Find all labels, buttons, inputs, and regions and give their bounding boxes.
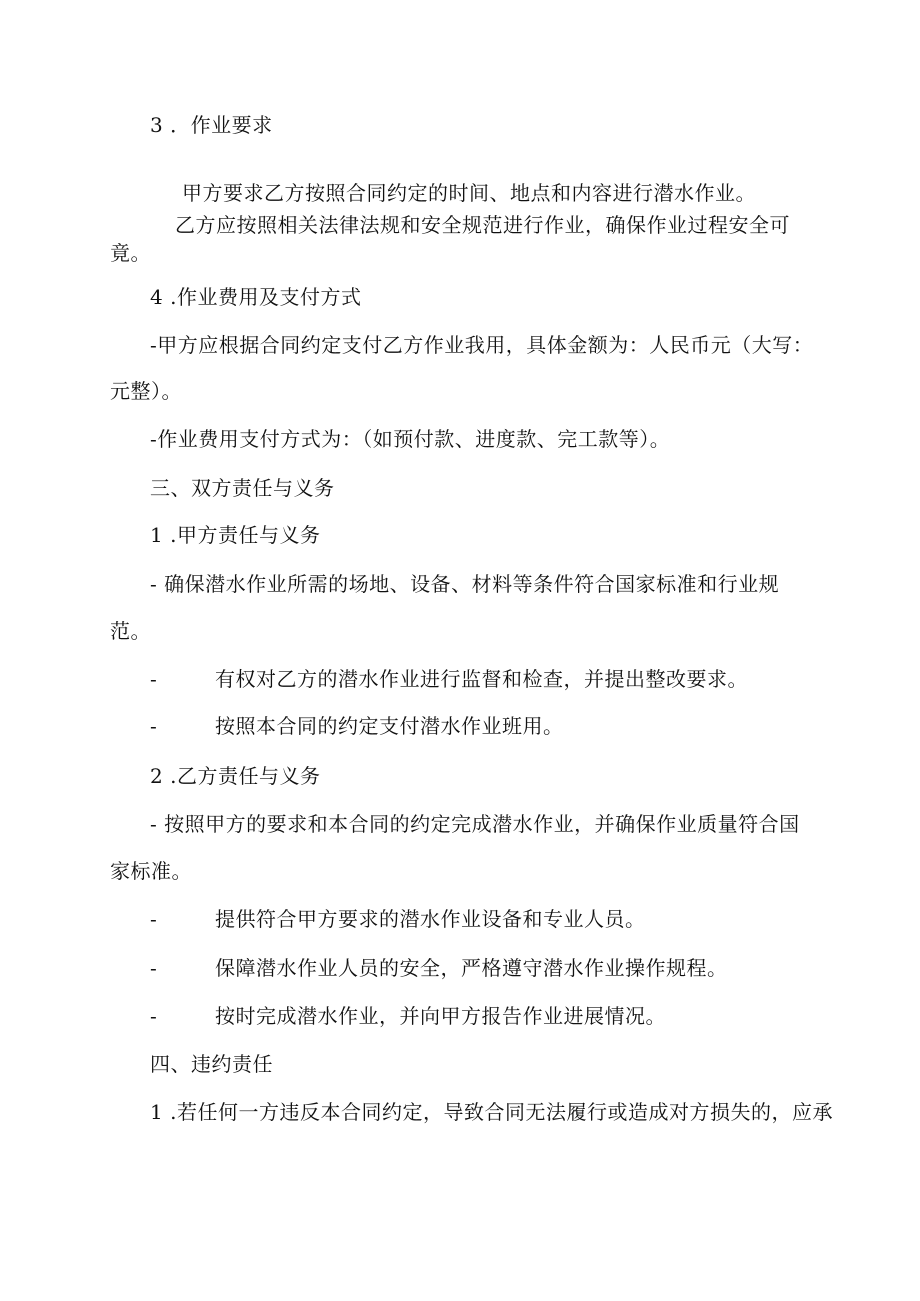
section-3-paragraph-2-line-1: 乙方应按照相关法律法规和安全规范进行作业，确保作业过程安全可 xyxy=(175,213,790,237)
clause-2-bullet-2-dash: - xyxy=(150,907,157,931)
clause-2-bullet-1-line-1: - 按照甲方的要求和本合同的约定完成潜水作业，并确保作业质量符合国 xyxy=(150,812,800,836)
chapter-3-heading: 三、双方责任与义务 xyxy=(150,476,335,500)
clause-1-bullet-3-dash: - xyxy=(150,714,157,738)
section-4-heading: 4 .作业费用及支付方式 xyxy=(150,285,362,309)
clause-1-heading: 1 .甲方责任与义务 xyxy=(150,523,321,547)
clause-2-bullet-3: 保障潜水作业人员的安全，严格遵守潜水作业操作规程。 xyxy=(215,956,728,980)
section-4-paragraph-1-line-2: 元整）。 xyxy=(110,379,182,403)
section-3-paragraph-2-line-2: 竟。 xyxy=(110,241,151,265)
clause-2-bullet-3-dash: - xyxy=(150,956,157,980)
clause-1-bullet-2-dash: - xyxy=(150,667,157,691)
clause-1-bullet-1-line-1: - 确保潜水作业所需的场地、设备、材料等条件符合国家标准和行业规 xyxy=(150,572,780,596)
clause-1-bullet-3: 按照本合同的约定支付潜水作业班用。 xyxy=(215,714,564,738)
section-3-heading: 3 ．作业要求 xyxy=(150,113,273,137)
chapter-4-heading: 四、违约责任 xyxy=(150,1052,273,1076)
clause-1-bullet-2: 有权对乙方的潜水作业进行监督和检查，并提出整改要求。 xyxy=(215,667,748,691)
section-3-paragraph-1: 甲方要求乙方按照合同约定的时间、地点和内容进行潜水作业。 xyxy=(182,181,756,205)
clause-2-heading: 2 .乙方责任与义务 xyxy=(150,764,321,788)
clause-2-bullet-4: 按时完成潜水作业，并向甲方报告作业进展情况。 xyxy=(215,1004,666,1028)
violation-clause-1-line-1: 1 .若任何一方违反本合同约定，导致合同无法履行或造成对方损失的，应承 xyxy=(150,1100,833,1124)
clause-2-bullet-2: 提供符合甲方要求的潜水作业设备和专业人员。 xyxy=(215,907,646,931)
section-4-paragraph-1-line-1: -甲方应根据合同约定支付乙方作业我用，具体金额为：人民币元（大写： xyxy=(150,333,814,357)
section-4-paragraph-2: -作业费用支付方式为：（如预付款、进度款、完工款等）。 xyxy=(150,427,671,451)
clause-2-bullet-4-dash: - xyxy=(150,1004,157,1028)
clause-2-bullet-1-line-2: 家标准。 xyxy=(110,859,192,883)
clause-1-bullet-1-line-2: 范。 xyxy=(110,619,151,643)
